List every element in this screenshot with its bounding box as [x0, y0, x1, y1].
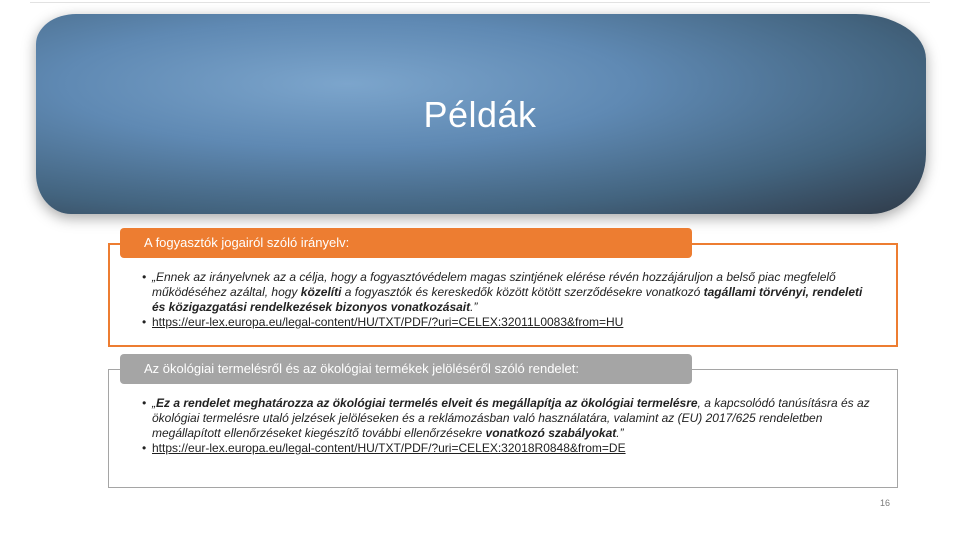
- section-2-content: [142, 396, 872, 456]
- quote-emphasis: vonatkozó szabályokat: [485, 426, 617, 440]
- section-1-header: A fogyasztók jogairól szóló irányelv:: [120, 228, 692, 258]
- quote-text: .”: [616, 426, 624, 440]
- top-divider: [30, 2, 930, 3]
- section-1-content: [142, 270, 872, 330]
- slide-title: Példák: [423, 94, 537, 135]
- section-1-link[interactable]: https://eur-lex.europa.eu/legal-content/HU/TXT/PDF/?uri=CELEX:32011L0083&from=HU: [152, 315, 624, 329]
- quote-text: „Ennek az irányelvnek az a célja, hogy a fogyasztóvédelem magas szintjének elérése révén hozzájáruljon a belső piac megfelelő működéséhez azáltal, hogy: [152, 270, 836, 299]
- section-2-link[interactable]: https://eur-lex.europa.eu/legal-content/HU/TXT/PDF/?uri=CELEX:32018R0848&from=DE: [152, 441, 626, 455]
- quote-text: , a kapcsolódó tanúsításra és az ökológiai termelésre utaló jelzések jelöléseken és a reklámozásban való használatára, valamint az (EU) 2017/625 rendeletben megállapított ellenőrzéseket kiegészítő további ellenőrzésekre: [152, 396, 870, 440]
- section-1-link-item: [142, 315, 872, 330]
- section-1-quote: [142, 270, 872, 315]
- section-2-header: Az ökológiai termelésről és az ökológiai termékek jelöléséről szóló rendelet:: [120, 354, 692, 384]
- section-2-link-item: [142, 441, 872, 456]
- bullet-dot-icon: •: [142, 315, 147, 329]
- quote-emphasis: közelíti: [300, 285, 342, 299]
- bullet-dot-icon: •: [142, 270, 147, 284]
- bullet-dot-icon: •: [142, 441, 147, 455]
- quote-text: a fogyasztók és kereskedők között kötött szerződésekre vonatkozó: [341, 285, 704, 299]
- page-number: 16: [879, 498, 890, 508]
- quote-text: .”: [470, 300, 478, 314]
- quote-emphasis: Ez a rendelet meghatározza az ökológiai termelés elveit és megállapítja az ökológiai termelésre: [156, 396, 698, 410]
- section-2-quote: [142, 396, 872, 441]
- quote-text: „: [152, 396, 156, 410]
- bullet-dot-icon: •: [142, 396, 147, 410]
- quote-emphasis: tagállami törvényi, rendeleti és közigazgatási rendelkezések bizonyos vonatkozásait: [152, 285, 863, 314]
